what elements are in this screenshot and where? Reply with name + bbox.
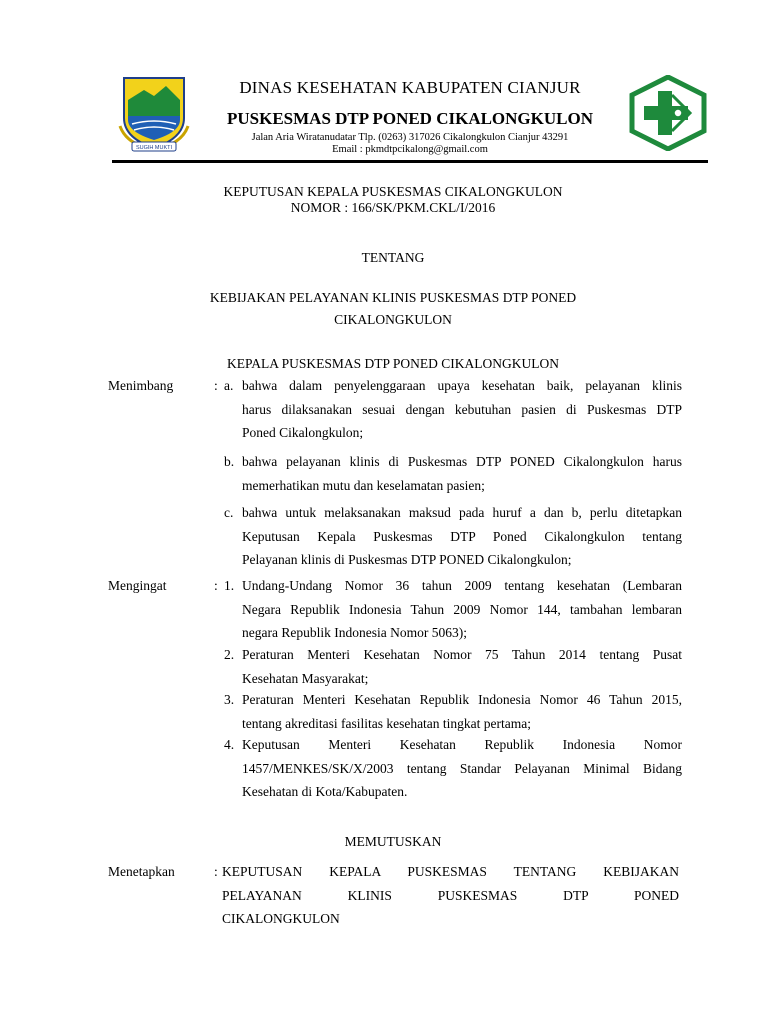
item-line: Keputusan Kepala Puskesmas DTP Poned Cikalongkulon tentang <box>242 528 682 544</box>
item-line: Keputusan Menteri Kesehatan Republik Indonesia Nomor <box>242 737 682 752</box>
item-line: Pelayanan klinis di Puskesmas DTP PONED Cikalongkulon; <box>242 552 572 567</box>
mengingat-colon: : <box>214 578 218 593</box>
menetapkan-text <box>222 860 679 931</box>
decree-title: KEPUTUSAN KEPALA PUSKESMAS CIKALONGKULON <box>223 184 563 199</box>
puskesmas-logo <box>628 75 708 151</box>
item-marker: 3. <box>224 692 235 707</box>
tentang-heading: TENTANG <box>361 250 425 265</box>
item-marker: a. <box>224 378 234 393</box>
item-line: tentang akreditasi fasilitas kesehatan tingkat pertama; <box>242 715 532 731</box>
cianjur-emblem-logo <box>116 74 192 154</box>
menimbang-colon: : <box>214 378 218 393</box>
item-marker: b. <box>224 454 235 469</box>
emblem-motto: SUGIH MUKTI <box>135 145 173 151</box>
item-line: Peraturan Menteri Kesehatan Republik Indonesia Nomor 46 Tahun 2015, <box>242 692 682 707</box>
item-line: harus dilaksanakan sesuai dengan kebutuhan pasien di Puskesmas DTP <box>242 401 682 417</box>
item-marker: 1. <box>224 578 235 593</box>
email: Email : pkmdtpcikalong@gmail.com <box>332 144 488 155</box>
letterhead <box>190 76 630 155</box>
subject-line-1: KEBIJAKAN PELAYANAN KLINIS PUSKESMAS DTP PONED <box>209 290 577 305</box>
menetapkan-line: CIKALONGKULON <box>222 911 340 926</box>
menetapkan-line: PELAYANAN KLINIS PUSKESMAS DTP PONED <box>222 887 679 903</box>
subject-line-2: CIKALONGKULON <box>334 312 452 327</box>
mengingat-label: Mengingat <box>108 578 167 593</box>
menetapkan-line: KEPUTUSAN KEPALA PUSKESMAS TENTANG KEBIJAKAN <box>222 864 679 879</box>
item-line: Negara Republik Indonesia Tahun 2009 Nomor 144, tambahan lembaran <box>242 601 682 617</box>
issuer-heading: KEPALA PUSKESMAS DTP PONED CIKALONGKULON <box>226 356 560 371</box>
item-line: Undang-Undang Nomor 36 tahun 2009 tentang kesehatan (Lembaran <box>242 578 682 593</box>
item-line: bahwa untuk melaksanakan maksud pada huruf a dan b, perlu ditetapkan <box>242 505 682 520</box>
item-line: negara Republik Indonesia Nomor 5063); <box>242 625 467 640</box>
decree-number: NOMOR : 166/SK/PKM.CKL/I/2016 <box>290 200 496 215</box>
memutuskan-heading: MEMUTUSKAN <box>344 834 442 849</box>
menetapkan-colon: : <box>214 864 218 879</box>
item-line: Kesehatan di Kota/Kabupaten. <box>242 784 408 799</box>
item-line: bahwa pelayanan klinis di Puskesmas DTP PONED Cikalongkulon harus <box>242 454 682 469</box>
item-line: Kesehatan Masyarakat; <box>242 670 369 686</box>
menimbang-label: Menimbang <box>108 378 174 393</box>
item-line: memerhatikan mutu dan keselamatan pasien; <box>242 477 485 493</box>
item-marker: 4. <box>224 737 235 752</box>
item-line: 1457/MENKES/SK/X/2003 tentang Standar Pelayanan Minimal Bidang <box>242 760 682 776</box>
address: Jalan Aria Wiratanudatar Tlp. (0263) 317026 Cikalongkulon Cianjur 43291 <box>251 132 569 143</box>
item-marker: c. <box>224 505 234 520</box>
menetapkan-label: Menetapkan <box>108 864 175 879</box>
puskesmas-name: PUSKESMAS DTP PONED CIKALONGKULON <box>226 109 593 128</box>
item-marker: 2. <box>224 647 235 662</box>
letterhead-rule <box>112 160 708 163</box>
item-line: bahwa dalam penyelenggaraan upaya kesehatan baik, pelayanan klinis <box>242 378 682 393</box>
item-line: Peraturan Menteri Kesehatan Nomor 75 Tahun 2014 tentang Pusat <box>242 647 682 662</box>
agency-name: DINAS KESEHATAN KABUPATEN CIANJUR <box>239 78 581 97</box>
item-line: Poned Cikalongkulon; <box>242 425 364 440</box>
